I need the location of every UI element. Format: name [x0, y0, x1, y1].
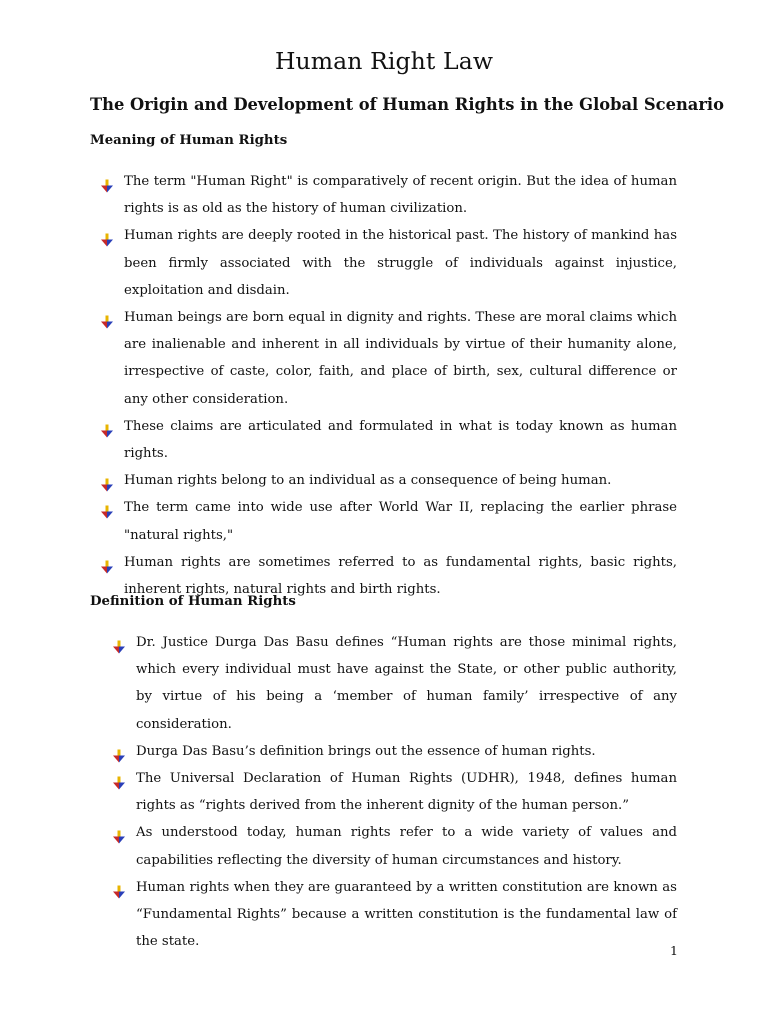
- list-item-text: Human rights when they are guaranteed by a written constitution are known as “Fundamental Rights” because a written constitution is the fundamental law of the state.: [136, 879, 677, 950]
- main-heading: The Origin and Development of Human Rights in the Global Scenario: [90, 95, 724, 114]
- list-item: [124, 304, 677, 413]
- list-item-text: The term "Human Right" is comparatively of recent origin. But the idea of human rights is as old as the history of human civilization.: [124, 174, 677, 217]
- list-item: [124, 494, 677, 548]
- down-arrow-bullet-icon: [100, 557, 114, 571]
- down-arrow-bullet-icon: [100, 312, 114, 326]
- list-item: [136, 819, 677, 873]
- down-arrow-bullet-icon: [112, 637, 126, 651]
- list-item-text: Human rights belong to an individual as a consequence of being human.: [124, 473, 612, 489]
- list-item-text: Human rights are sometimes referred to as fundamental rights, basic rights, inherent rights, natural rights and birth rights.: [124, 554, 677, 598]
- list-item-text: The Universal Declaration of Human Rights (UDHR), 1948, defines human rights as “rights derived from the inherent dignity of the human person.”: [136, 771, 677, 814]
- list-item-text: Durga Das Basu’s definition brings out the essence of human rights.: [136, 743, 596, 759]
- list-item: [136, 629, 677, 738]
- meaning-bullet-list: [124, 168, 677, 603]
- list-item: [124, 413, 677, 467]
- section-heading-meaning: Meaning of Human Rights: [90, 133, 288, 148]
- document-title: Human Right Law: [274, 47, 494, 75]
- down-arrow-bullet-icon: [112, 746, 126, 760]
- list-item-text: Human rights are deeply rooted in the historical past. The history of mankind has been firmly associated with the struggle of individuals against injustice, exploitation and disdain.: [124, 228, 677, 298]
- definition-bullet-list: [136, 629, 677, 955]
- list-item: [124, 222, 677, 304]
- list-item: [124, 168, 677, 222]
- list-item-text: The term came into wide use after World War II, replacing the earlier phrase "natural rights,": [124, 500, 677, 543]
- list-item: [124, 467, 677, 494]
- list-item-text: As understood today, human rights refer to a wide variety of values and capabilities reflecting the diversity of human circumstances and history.: [136, 825, 677, 868]
- down-arrow-bullet-icon: [112, 773, 126, 787]
- list-item: [136, 738, 677, 765]
- list-item: [136, 874, 677, 956]
- down-arrow-bullet-icon: [100, 421, 114, 435]
- down-arrow-bullet-icon: [112, 827, 126, 841]
- section-heading-definition: Definition of Human Rights: [90, 594, 296, 609]
- down-arrow-bullet-icon: [100, 176, 114, 190]
- list-item-text: Human beings are born equal in dignity and rights. These are moral claims which are inalienable and inherent in all individuals by virtue of their humanity alone, irrespective of caste, color, faith, and place of birth, sex, cultural difference or any other consideration.: [124, 310, 677, 407]
- list-item: [136, 765, 677, 819]
- down-arrow-bullet-icon: [100, 475, 114, 489]
- down-arrow-bullet-icon: [112, 882, 126, 896]
- page-number: 1: [670, 943, 678, 958]
- list-item-text: These claims are articulated and formulated in what is today known as human rights.: [124, 418, 677, 462]
- down-arrow-bullet-icon: [100, 230, 114, 244]
- down-arrow-bullet-icon: [100, 502, 114, 516]
- list-item-text: Dr. Justice Durga Das Basu defines “Human rights are those minimal rights, which every individual must have against the State, or other public authority, by virtue of his being a ‘member of human family’ irrespective of any consideration.: [136, 635, 677, 732]
